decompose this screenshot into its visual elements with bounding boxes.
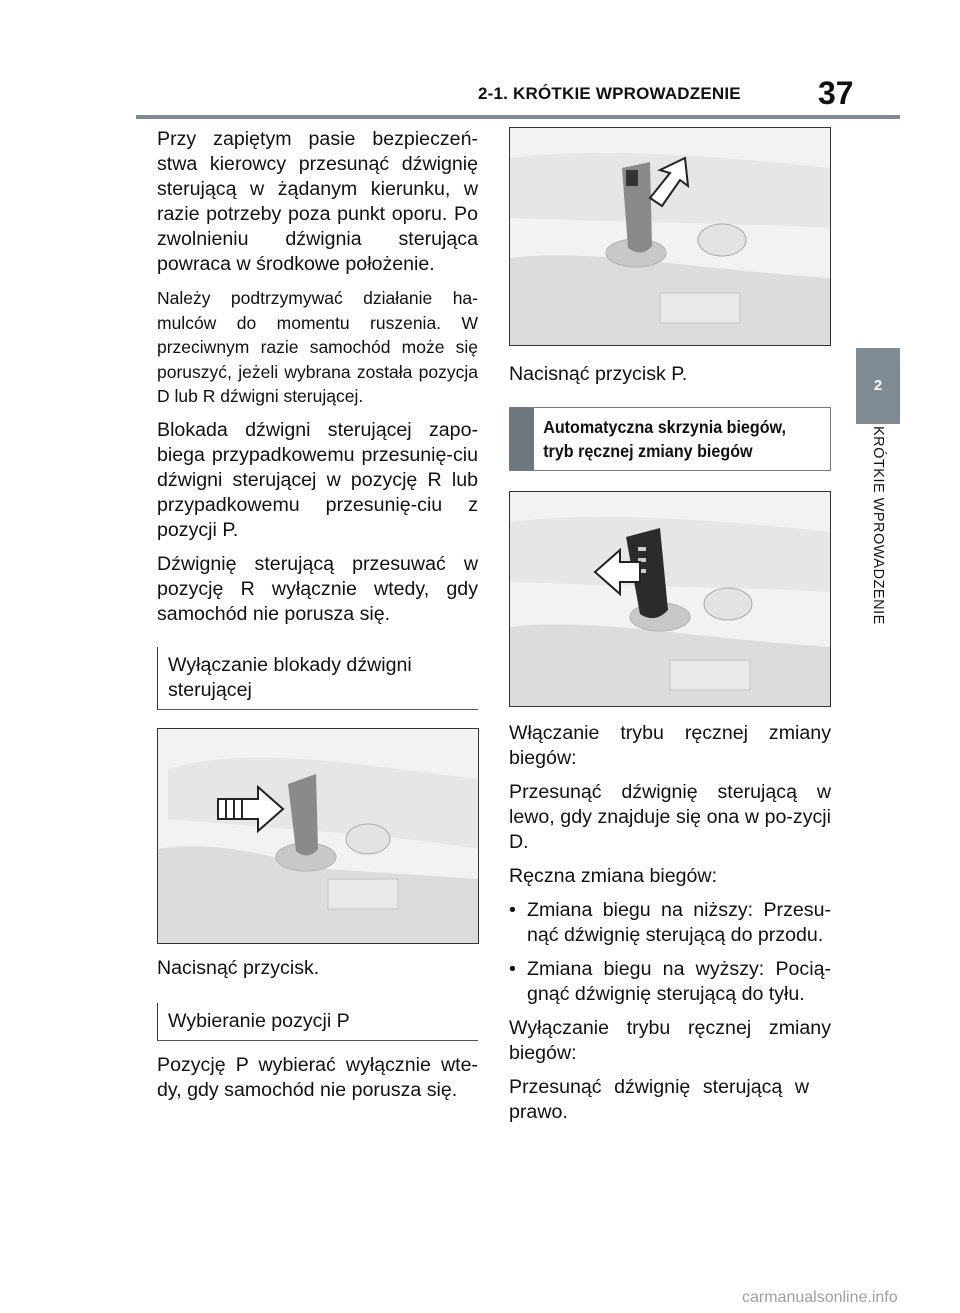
chapter-side-label	[856, 426, 900, 676]
chapter-number: 2	[873, 377, 883, 394]
section-heading-box	[509, 407, 831, 471]
bullet-icon: •	[509, 899, 516, 921]
park-button-illustration	[510, 128, 830, 345]
paragraph: Należy podtrzymywać działanie ha-mulców do momentu ruszenia. W przeciwnym razie samochód może się poruszyć, jeżeli wybrana została pozycja D lub R dźwigni sterującej.	[157, 288, 478, 406]
chapter-tab	[856, 348, 900, 424]
section-heading-line-1: Automatyczna skrzynia biegów,	[543, 417, 786, 437]
paragraph: Wyłączanie trybu ręcznej zmiany biegów:	[509, 1017, 831, 1064]
paragraph: Blokada dźwigni sterującej zapo-biega przypadkowemu przesunię-ciu dźwigni sterującej w pozycję R lub przypadkowemu przesunię-ciu z pozycji P.	[157, 418, 478, 541]
paragraph: Przy zapiętym pasie bezpieczeń-stwa kierowcy przesunąć dźwignię sterującą w żądanym kierunku, w razie potrzeby poza punkt oporu. Po zwolnieniu dźwignia sterująca powraca w środkowe położenie.	[157, 128, 478, 275]
figure-lock-release	[157, 728, 479, 944]
list-item-text: Zmiana biegu na niższy: Przesu-nąć dźwignię sterującą do przodu.	[527, 899, 831, 946]
list-item-text: Zmiana biegu na wyższy: Pocią-gnąć dźwignię sterującą do tyłu.	[527, 958, 831, 1005]
figure-caption: Nacisnąć przycisk.	[157, 956, 320, 979]
paragraph: Włączanie trybu ręcznej zmiany biegów:	[509, 722, 831, 769]
subheading: Wyłączanie blokady dźwigni sterującej	[157, 647, 478, 710]
chapter-side-label-text: KRÓTKIE WPROWADZENIE	[870, 426, 886, 625]
paragraph: Przesunąć dźwignię sterującą w lewo, gdy znajduje się ona w po-zycji D.	[509, 781, 831, 853]
section-heading-bar	[510, 408, 534, 470]
header-rule	[136, 115, 900, 119]
paragraph: Ręczna zmiana biegów:	[509, 865, 718, 887]
section-header-title: 2-1. KRÓTKIE WPROWADZENIE	[478, 84, 741, 103]
page-number: 37	[818, 75, 854, 111]
figure-caption: Nacisnąć przycisk P.	[509, 363, 688, 385]
paragraph: Pozycję P wybierać wyłącznie wte-dy, gdy samochód nie porusza się.	[157, 1053, 478, 1101]
list-item	[509, 898, 831, 948]
left-column	[157, 127, 478, 1112]
gear-lever-release-illustration	[158, 729, 478, 943]
figure-manual-mode	[509, 491, 831, 707]
subheading: Wybieranie pozycji P	[157, 1003, 478, 1041]
list-item	[509, 957, 831, 1007]
watermark: carmanualsonline.info	[742, 1289, 898, 1306]
manual-mode-illustration	[510, 492, 830, 706]
paragraph: Dźwignię sterującą przesuwać w pozycję R wyłącznie wtedy, gdy samochód nie porusza się.	[157, 552, 478, 625]
figure-park-button	[509, 127, 831, 346]
right-column	[509, 127, 831, 1134]
section-heading-line-2: tryb ręcznej zmiany biegów	[543, 441, 753, 461]
bullet-icon: •	[509, 958, 516, 980]
paragraph: Przesunąć dźwignię sterującą w prawo.	[509, 1076, 809, 1123]
section-heading	[534, 408, 786, 470]
